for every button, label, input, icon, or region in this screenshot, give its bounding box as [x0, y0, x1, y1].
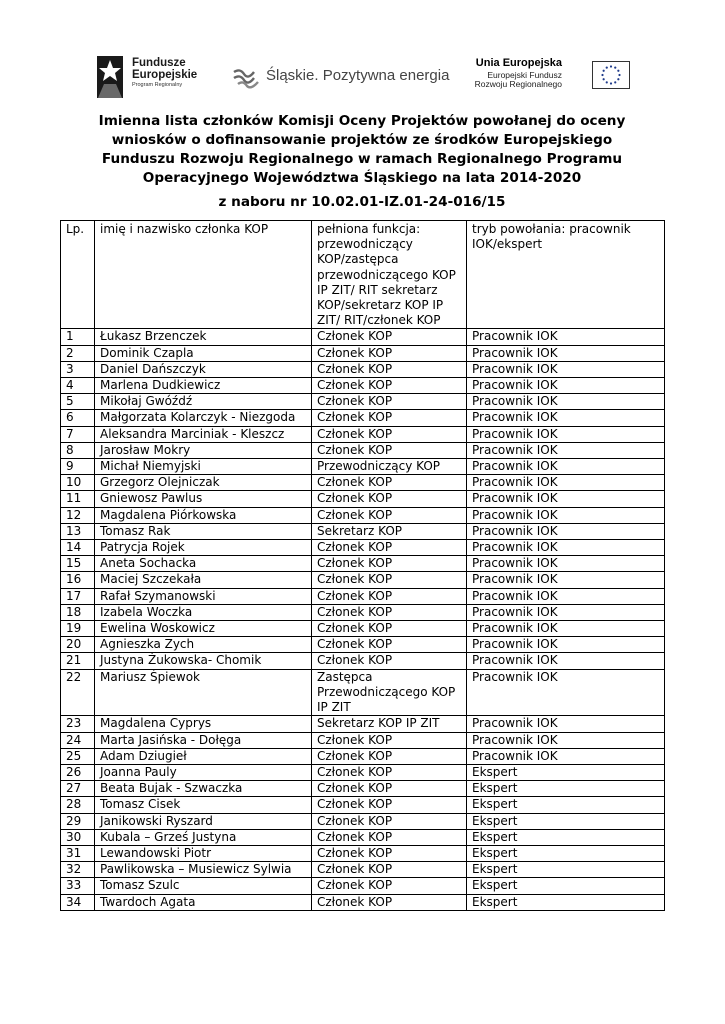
cell-function: Członek KOP [312, 764, 467, 780]
eu-star [606, 67, 608, 69]
cell-lp: 17 [61, 588, 95, 604]
cell-mode: Ekspert [467, 845, 665, 861]
eu-star [601, 74, 603, 76]
cell-mode: Pracownik IOK [467, 523, 665, 539]
cell-mode: Pracownik IOK [467, 732, 665, 748]
cell-name: Grzegorz Olejniczak [95, 475, 312, 491]
cell-name: Maciej Szczekała [95, 572, 312, 588]
cell-function: Zastępca Przewodniczącego KOP IP ZIT [312, 669, 467, 716]
cell-mode: Pracownik IOK [467, 637, 665, 653]
cell-name: Ewelina Woskowicz [95, 621, 312, 637]
cell-lp: 25 [61, 748, 95, 764]
cell-mode: Pracownik IOK [467, 507, 665, 523]
cell-function: Członek KOP [312, 748, 467, 764]
cell-function: Członek KOP [312, 797, 467, 813]
call-number: z naboru nr 10.02.01-IZ.01-24-016/15 [218, 194, 506, 210]
ue-line2: Europejski Fundusz [487, 69, 562, 80]
slaskie-text: Śląskie. Pozytywna energia [266, 67, 450, 84]
cell-function: Członek KOP [312, 491, 467, 507]
cell-mode: Pracownik IOK [467, 572, 665, 588]
cell-function: Członek KOP [312, 394, 467, 410]
cell-function: Członek KOP [312, 507, 467, 523]
table-row [61, 862, 665, 878]
cell-name: Michał Niemyjski [95, 459, 312, 475]
cell-mode: Pracownik IOK [467, 378, 665, 394]
cell-lp: 33 [61, 878, 95, 894]
cell-lp: 18 [61, 604, 95, 620]
eu-star [606, 81, 608, 83]
cell-name: Małgorzata Kolarczyk - Niezgoda [95, 410, 312, 426]
cell-lp: 20 [61, 637, 95, 653]
cell-lp: 30 [61, 829, 95, 845]
cell-name: Aleksandra Marciniak - Kleszcz [95, 426, 312, 442]
cell-name: Joanna Pauly [95, 764, 312, 780]
cell-lp: 13 [61, 523, 95, 539]
cell-function: Członek KOP [312, 540, 467, 556]
cell-function: Członek KOP [312, 878, 467, 894]
cell-function: Członek KOP [312, 845, 467, 861]
cell-lp: 14 [61, 540, 95, 556]
cell-function: Członek KOP [312, 588, 467, 604]
table-row [61, 410, 665, 426]
title-line-2: wniosków o dofinansowanie projektów ze środków Europejskiego [111, 132, 613, 148]
cell-lp: 32 [61, 862, 95, 878]
cell-function: Członek KOP [312, 813, 467, 829]
cell-mode: Pracownik IOK [467, 669, 665, 716]
cell-mode: Pracownik IOK [467, 426, 665, 442]
cell-name: Dominik Czapla [95, 345, 312, 361]
cell-name: Kubala – Grześ Justyna [95, 829, 312, 845]
cell-lp: 2 [61, 345, 95, 361]
cell-lp: 28 [61, 797, 95, 813]
table-row [61, 475, 665, 491]
cell-name: Tomasz Cisek [95, 797, 312, 813]
cell-lp: 19 [61, 621, 95, 637]
cell-name: Tomasz Szulc [95, 878, 312, 894]
eu-star [610, 65, 612, 67]
cell-function: Członek KOP [312, 556, 467, 572]
eu-star [617, 70, 619, 72]
table-row [61, 894, 665, 910]
table-row [61, 669, 665, 716]
eu-star [614, 81, 616, 83]
table-row [61, 442, 665, 458]
cell-lp: 12 [61, 507, 95, 523]
table-row [61, 459, 665, 475]
cell-lp: 22 [61, 669, 95, 716]
cell-name: Mikołaj Gwóźdź [95, 394, 312, 410]
table-row [61, 829, 665, 845]
eu-flag-icon [592, 61, 630, 89]
cell-mode: Ekspert [467, 764, 665, 780]
cell-mode: Pracownik IOK [467, 588, 665, 604]
cell-mode: Pracownik IOK [467, 604, 665, 620]
cell-name: Pawlikowska – Musiewicz Sylwia [95, 862, 312, 878]
cell-function: Członek KOP [312, 894, 467, 910]
cell-function: Członek KOP [312, 410, 467, 426]
cell-function: Członek KOP [312, 572, 467, 588]
cell-name: Tomasz Rak [95, 523, 312, 539]
cell-lp: 23 [61, 716, 95, 732]
table-header-row [61, 221, 665, 329]
cell-lp: 7 [61, 426, 95, 442]
cell-function: Przewodniczący KOP [312, 459, 467, 475]
cell-mode: Pracownik IOK [467, 345, 665, 361]
cell-function: Członek KOP [312, 862, 467, 878]
cell-lp: 6 [61, 410, 95, 426]
eu-star [614, 67, 616, 69]
table-row [61, 878, 665, 894]
table-row [61, 845, 665, 861]
cell-name: Agnieszka Zych [95, 637, 312, 653]
cell-lp: 11 [61, 491, 95, 507]
table-row [61, 556, 665, 572]
fe-star-icon [96, 54, 126, 100]
header-mode: tryb powołania: pracownik IOK/ekspert [467, 221, 665, 329]
eu-star [603, 78, 605, 80]
cell-function: Członek KOP [312, 329, 467, 345]
header-lp: Lp. [61, 221, 95, 329]
table-row [61, 653, 665, 669]
cell-mode: Pracownik IOK [467, 475, 665, 491]
table-row [61, 604, 665, 620]
cell-mode: Ekspert [467, 878, 665, 894]
cell-function: Członek KOP [312, 781, 467, 797]
cell-mode: Pracownik IOK [467, 394, 665, 410]
cell-mode: Pracownik IOK [467, 540, 665, 556]
header-function: pełniona funkcja: przewodniczący KOP/zastępca przewodniczącego KOP IP ZIT/ RIT sekretarz KOP/sekretarz KOP IP ZIT/ RIT/członek KOP [312, 221, 467, 329]
cell-name: Mariusz Śpiewok [95, 669, 312, 716]
cell-mode: Pracownik IOK [467, 361, 665, 377]
logo-bar [92, 52, 632, 102]
cell-mode: Pracownik IOK [467, 459, 665, 475]
cell-lp: 27 [61, 781, 95, 797]
cell-mode: Ekspert [467, 781, 665, 797]
cell-name: Justyna Żukowska- Chomik [95, 653, 312, 669]
eu-star [617, 78, 619, 80]
cell-lp: 9 [61, 459, 95, 475]
ue-line1: Unia Europejska [475, 57, 562, 69]
cell-lp: 21 [61, 653, 95, 669]
table-row [61, 507, 665, 523]
cell-name: Lewandowski Piotr [95, 845, 312, 861]
cell-lp: 1 [61, 329, 95, 345]
cell-mode: Ekspert [467, 813, 665, 829]
table-row [61, 345, 665, 361]
cell-lp: 8 [61, 442, 95, 458]
members-table [60, 220, 665, 911]
cell-mode: Pracownik IOK [467, 556, 665, 572]
eu-star [610, 82, 612, 84]
fe-line1: Fundusze [132, 57, 186, 69]
table-row [61, 716, 665, 732]
cell-name: Marta Jasińska - Dołęga [95, 732, 312, 748]
cell-function: Członek KOP [312, 732, 467, 748]
cell-mode: Ekspert [467, 797, 665, 813]
table-row [61, 572, 665, 588]
cell-function: Członek KOP [312, 604, 467, 620]
cell-name: Gniewosz Pawlus [95, 491, 312, 507]
cell-mode: Pracownik IOK [467, 329, 665, 345]
title-line-4: Operacyjnego Województwa Śląskiego na lata 2014-2020 [142, 170, 582, 186]
cell-mode: Ekspert [467, 829, 665, 845]
cell-lp: 16 [61, 572, 95, 588]
cell-mode: Pracownik IOK [467, 716, 665, 732]
cell-lp: 4 [61, 378, 95, 394]
table-row [61, 813, 665, 829]
ue-line3: Rozwoju Regionalnego [474, 79, 562, 90]
table-row [61, 748, 665, 764]
cell-lp: 34 [61, 894, 95, 910]
table-row [61, 637, 665, 653]
table-row [61, 621, 665, 637]
cell-name: Beata Bujak - Szwaczka [95, 781, 312, 797]
cell-mode: Pracownik IOK [467, 748, 665, 764]
table-row [61, 523, 665, 539]
eu-star [603, 70, 605, 72]
table-row [61, 491, 665, 507]
cell-mode: Pracownik IOK [467, 491, 665, 507]
cell-name: Twardoch Agata [95, 894, 312, 910]
cell-name: Magdalena Piórkowska [95, 507, 312, 523]
cell-function: Członek KOP [312, 378, 467, 394]
fe-line2: Europejskie [132, 68, 198, 81]
table-row [61, 394, 665, 410]
cell-name: Izabela Woczka [95, 604, 312, 620]
cell-function: Członek KOP [312, 637, 467, 653]
cell-function: Członek KOP [312, 475, 467, 491]
fundusze-europejskie-logo [96, 54, 206, 102]
table-row [61, 426, 665, 442]
cell-name: Rafał Szymanowski [95, 588, 312, 604]
cell-name: Magdalena Cyprys [95, 716, 312, 732]
cell-function: Członek KOP [312, 426, 467, 442]
title-line-1: Imienna lista członków Komisji Oceny Projektów powołanej do oceny [98, 113, 626, 129]
unia-europejska-logo [470, 58, 630, 98]
cell-mode: Ekspert [467, 894, 665, 910]
table-row [61, 797, 665, 813]
document-title [60, 112, 664, 188]
cell-lp: 24 [61, 732, 95, 748]
cell-name: Łukasz Brzenczek [95, 329, 312, 345]
cell-name: Marlena Dudkiewicz [95, 378, 312, 394]
cell-function: Członek KOP [312, 442, 467, 458]
table-row [61, 588, 665, 604]
header-name: imię i nazwisko członka KOP [95, 221, 312, 329]
table-row [61, 329, 665, 345]
cell-function: Członek KOP [312, 829, 467, 845]
cell-function: Członek KOP [312, 621, 467, 637]
cell-lp: 10 [61, 475, 95, 491]
eu-star [618, 74, 620, 76]
cell-mode: Ekspert [467, 862, 665, 878]
title-line-3: Funduszu Rozwoju Regionalnego w ramach Regionalnego Programu [101, 151, 623, 167]
table-row [61, 540, 665, 556]
cell-name: Janikowski Ryszard [95, 813, 312, 829]
cell-name: Jarosław Mokry [95, 442, 312, 458]
fe-line3: Program Regionalny [132, 82, 183, 88]
cell-mode: Pracownik IOK [467, 442, 665, 458]
cell-function: Sekretarz KOP IP ZIT [312, 716, 467, 732]
cell-function: Członek KOP [312, 345, 467, 361]
cell-name: Daniel Dańszczyk [95, 361, 312, 377]
cell-mode: Pracownik IOK [467, 410, 665, 426]
cell-lp: 15 [61, 556, 95, 572]
cell-name: Patrycja Rojek [95, 540, 312, 556]
slaskie-wave-icon [232, 66, 262, 90]
table-row [61, 781, 665, 797]
cell-lp: 3 [61, 361, 95, 377]
cell-lp: 5 [61, 394, 95, 410]
cell-lp: 29 [61, 813, 95, 829]
cell-function: Członek KOP [312, 653, 467, 669]
cell-mode: Pracownik IOK [467, 653, 665, 669]
table-row [61, 764, 665, 780]
cell-lp: 31 [61, 845, 95, 861]
cell-name: Adam Dziugieł [95, 748, 312, 764]
table-row [61, 732, 665, 748]
cell-function: Sekretarz KOP [312, 523, 467, 539]
cell-lp: 26 [61, 764, 95, 780]
cell-function: Członek KOP [312, 361, 467, 377]
table-row [61, 378, 665, 394]
cell-mode: Pracownik IOK [467, 621, 665, 637]
table-row [61, 361, 665, 377]
cell-name: Aneta Sochacka [95, 556, 312, 572]
